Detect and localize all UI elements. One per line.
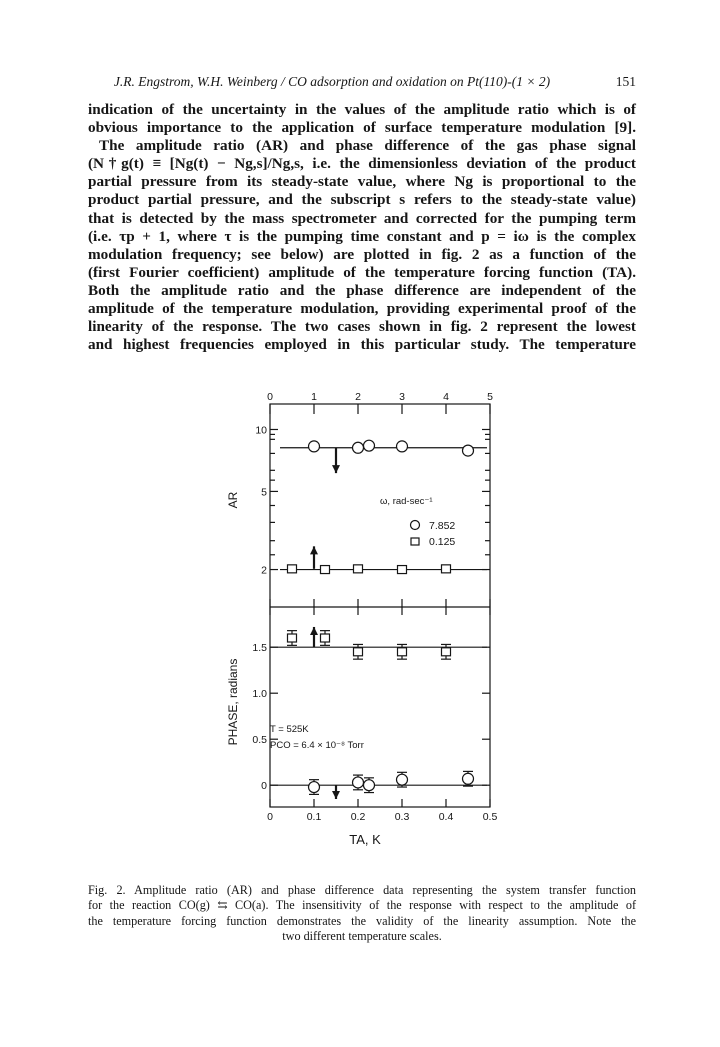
phase-point-7.852 [309, 782, 320, 793]
phase-point-7.852 [463, 773, 474, 784]
ar-y-tick-label: 5 [261, 486, 267, 499]
ar-point-7.852 [353, 442, 364, 453]
annotation-temperature: T = 525K [270, 724, 309, 735]
legend-item-circle: 7.852 [429, 520, 456, 532]
legend-circle-marker [411, 521, 420, 530]
body-line: obvious importance to the application of surface temperature modulation [9]. [88, 119, 636, 137]
running-head: J.R. Engstrom, W.H. Weinberg / CO adsorption and oxidation on Pt(110)-(1 × 2) [113, 74, 551, 89]
figure-svg [215, 392, 520, 862]
phase-point-7.852 [353, 777, 364, 788]
ar-point-7.852 [309, 441, 320, 452]
caption-line: the temperature forcing function demonstrates the validity of the linearity assumption. Note the [88, 913, 636, 928]
top-axis-tick-label: 1 [311, 392, 317, 403]
page-number: 151 [615, 74, 636, 89]
body-line: indication of the uncertainty in the values of the amplitude ratio which is of [88, 101, 636, 118]
legend-item-square: 0.125 [429, 536, 456, 548]
phase-point-7.852 [364, 780, 375, 791]
ar-y-tick-label: 2 [261, 564, 267, 577]
top-axis-tick-label: 2 [355, 392, 361, 403]
phase-point-7.852 [397, 774, 408, 785]
top-axis-tick-label: 4 [443, 392, 449, 403]
ar-point-0.125 [354, 565, 363, 573]
ar-arrow-head [332, 465, 340, 473]
ar-point-0.125 [398, 566, 407, 574]
bottom-axis-tick-label: 0.3 [394, 811, 410, 823]
phase-y-tick-label: 0.5 [252, 734, 267, 747]
ar-point-7.852 [463, 445, 474, 456]
bottom-axis-tick-label: 0.5 [482, 811, 498, 823]
phase-y-tick-label: 1.5 [252, 642, 267, 655]
body-line: (i.e. τp + 1, where τ is the pumping time constant and p = iω is the complex [88, 227, 636, 245]
bottom-axis-tick-label: 0.2 [350, 811, 366, 823]
ar-point-7.852 [364, 440, 375, 451]
body-line: partial pressure from its steady-state value, where Ng is proportional to the [88, 173, 636, 191]
phase-point-0.125 [398, 648, 407, 656]
body-line: modulation frequency; see below) are plotted in fig. 2 as a function of the [88, 245, 636, 263]
body-line: product partial pressure, and the subscript s refers to the steady-state value) [88, 191, 636, 209]
body-line: amplitude of the temperature modulation, providing experimental proof of the [88, 300, 636, 318]
legend-square-marker [411, 538, 419, 545]
body-line: The amplitude ratio (AR) and phase difference of the gas phase signal [99, 137, 636, 155]
figure-caption [88, 883, 636, 945]
caption-line: Fig. 2. Amplitude ratio (AR) and phase difference data representing the system transfer function [88, 883, 636, 897]
page-header [88, 72, 636, 92]
top-axis-tick-label: 5 [487, 392, 493, 403]
body-line: and highest frequencies employed in this particular study. The temperature [88, 336, 636, 354]
body-line: (first Fourier coefficient) amplitude of the temperature forcing function (TA). [88, 263, 636, 281]
phase-y-tick-label: 0 [261, 780, 267, 793]
phase-axis-label: PHASE, radians [226, 658, 240, 746]
top-axis-tick-label: 3 [399, 392, 405, 403]
caption-line: for the reaction CO(g) ⇆ CO(a). The insensitivity of the response with respect to the amplitude of [88, 898, 636, 913]
annotation-pressure: PCO = 6.4 × 10⁻⁸ Torr [270, 740, 364, 751]
ar-point-0.125 [321, 566, 330, 574]
body-line: Both the amplitude ratio and the phase difference are independent of the [88, 281, 636, 299]
phase-y-tick-label: 1.0 [252, 688, 267, 701]
phase-point-0.125 [354, 648, 363, 656]
phase-arrow-head [332, 791, 340, 799]
ar-y-tick-label: 10 [255, 424, 267, 437]
legend-title: ω, rad-sec⁻¹ [380, 496, 433, 507]
body-paragraph [88, 101, 636, 354]
bottom-axis-label: TA, K [349, 832, 381, 847]
ar-point-0.125 [442, 565, 451, 573]
figure-2 [215, 392, 520, 862]
figure-labels [226, 491, 455, 847]
bottom-axis-tick-label: 0.1 [306, 811, 322, 823]
body-line: that is detected by the mass spectrometer and corrected for the pumping term [88, 209, 636, 227]
ar-axis-label: AR [226, 491, 240, 509]
ar-point-0.125 [288, 565, 297, 573]
caption-line: two different temperature scales. [282, 929, 442, 944]
top-axis-tick-label: 0 [267, 392, 273, 403]
body-line: linearity of the response. The two cases shown in fig. 2 represent the lowest [88, 318, 636, 336]
ar-arrow-head [310, 546, 318, 554]
phase-point-0.125 [442, 648, 451, 656]
bottom-axis-tick-label: 0 [267, 811, 273, 823]
phase-point-0.125 [321, 634, 330, 642]
ar-point-7.852 [397, 441, 408, 452]
phase-point-0.125 [288, 634, 297, 642]
bottom-axis-tick-label: 0.4 [438, 811, 454, 823]
phase-arrow-head [310, 627, 318, 635]
phase-panel [270, 627, 487, 799]
body-line: (N†g(t) ≡ [Ng(t) − Ng,s]/Ng,s, i.e. the dimensionless deviation of the product [88, 155, 636, 173]
